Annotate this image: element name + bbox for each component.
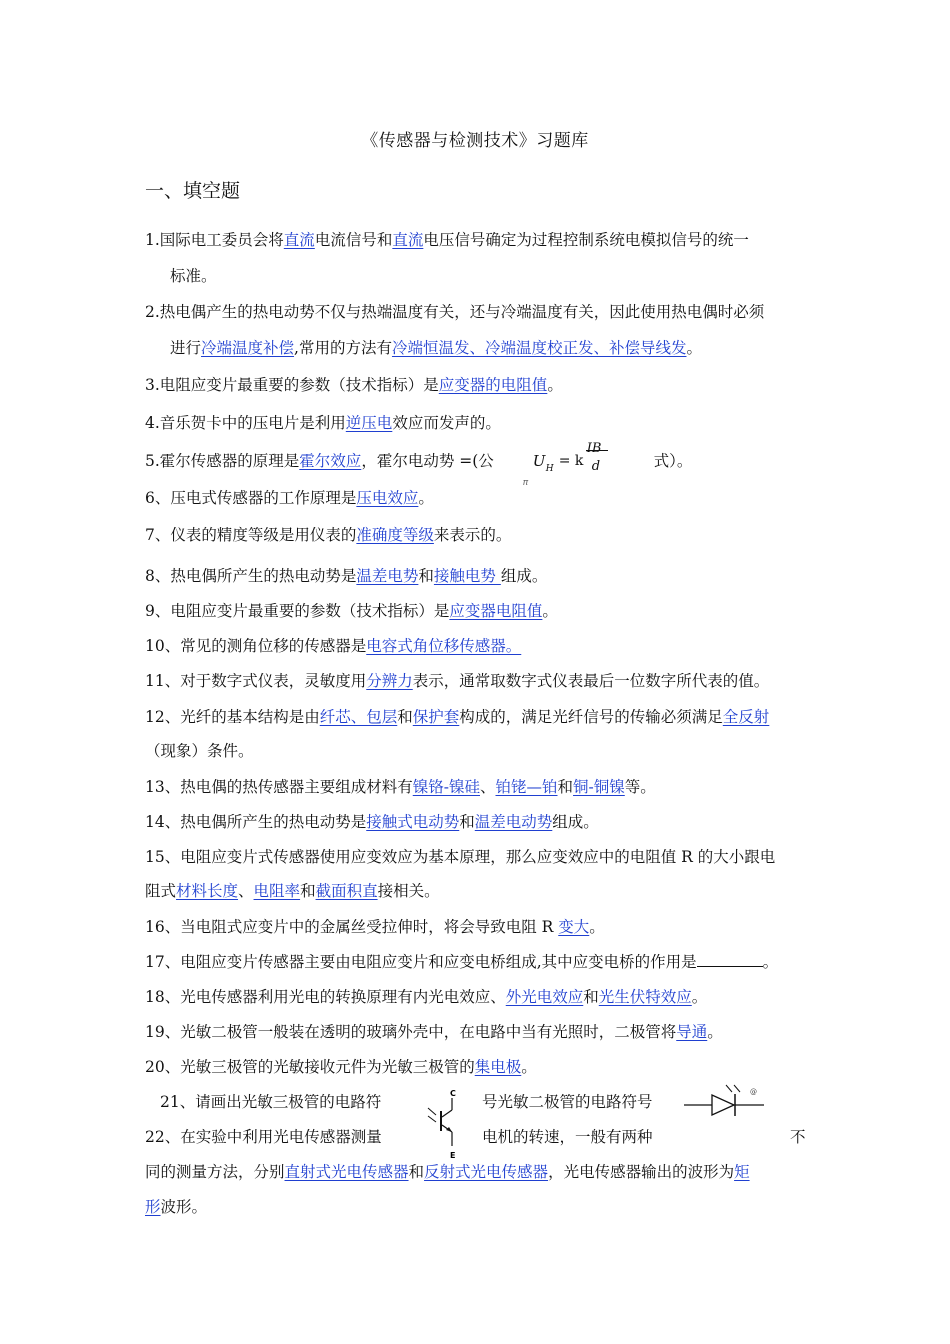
text: 波形。 [160, 1198, 208, 1216]
text: 和 [459, 813, 475, 831]
text: 、 [479, 778, 496, 796]
answer: 直射式光电传感器 [284, 1163, 409, 1181]
text: 同的测量方法，分别 [145, 1163, 285, 1181]
answer: 电容式角位移传感器。 [366, 637, 522, 655]
answer-blank [697, 950, 763, 967]
answer: 集电极 [474, 1058, 522, 1076]
question-1-line-2 [145, 258, 840, 294]
question-22-part-2: 电机的转速，一般有两种 [482, 1128, 653, 1146]
emitter-label: E [450, 1151, 456, 1160]
text: 式）。 [653, 452, 693, 470]
text: ，霍尔电动势 =(公 [361, 452, 494, 470]
document-title: 《传感器与检测技术》习题库 [361, 131, 589, 151]
answer: 导通 [676, 1023, 708, 1041]
text: 10、常见的测角位移的传感器是 [145, 637, 367, 655]
text: 16、当电阻式应变片中的金属丝受拉伸时，将会导致电阻 R [145, 918, 559, 936]
text: 7、仪表的精度等级是用仪表的 [145, 526, 357, 544]
text: 4.音乐贺卡中的压电片是利用 [145, 414, 346, 432]
answer: 接触电势 [433, 567, 501, 585]
text: ,常用的方法有 [294, 339, 392, 357]
answer: 全反射 [722, 708, 770, 726]
answer: 铜-铜镍 [573, 778, 625, 796]
answer: 霍尔效应 [299, 452, 362, 470]
question-9 [145, 593, 815, 629]
text: 5.霍尔传感器的原理是 [145, 452, 300, 470]
question-14 [145, 804, 815, 840]
text: 14、热电偶所产生的热电动势是 [145, 813, 367, 831]
text: 20、光敏三极管的光敏接收元件为光敏三极管的 [145, 1058, 475, 1076]
answer: 冷端温度补偿 [201, 339, 295, 357]
text: 12、光纤的基本结构是由 [145, 708, 320, 726]
answer: 压电效应 [356, 489, 419, 507]
question-1-line-1 [145, 222, 815, 258]
answer: 镍铬-镍硅 [412, 778, 480, 796]
formula-lhs-sub: H [545, 464, 554, 474]
formula-denominator: d [591, 459, 601, 474]
question-5 [145, 441, 815, 488]
text: 。 [707, 1023, 723, 1041]
answer: 光生伏特效应 [598, 988, 692, 1006]
question-18 [145, 979, 815, 1015]
text: 17、电阻应变片传感器主要由电阻应变片和应变电桥组成,其中应变电桥的作用是 [145, 953, 697, 971]
text: 进行 [170, 339, 202, 357]
question-2-line-1 [145, 294, 815, 330]
text: 阻式 [145, 882, 177, 900]
text: 8、热电偶所产生的热电动势是 [145, 567, 357, 585]
text: 18、光电传感器利用光电的转换原理有内光电效应、 [145, 988, 506, 1006]
question-17 [145, 944, 815, 980]
question-10 [145, 628, 815, 664]
text: 来表示的。 [433, 526, 512, 544]
text: 。 [762, 953, 779, 971]
phototransistor-symbol [424, 1084, 474, 1162]
answer: 直流 [283, 231, 315, 249]
question-22-line-2 [145, 1154, 815, 1190]
question-7 [145, 517, 815, 553]
hall-voltage-formula [522, 441, 623, 488]
text: 等。 [624, 778, 656, 796]
formula-mark: π [522, 478, 529, 488]
answer: 变大 [558, 918, 590, 936]
text: 接相关。 [377, 882, 440, 900]
question-22-part-1: 22、在实验中利用光电传感器测量 [145, 1128, 382, 1146]
question-20 [145, 1049, 815, 1085]
formula-equals: = k [558, 453, 584, 469]
answer: 应变器的电阻值 [438, 376, 548, 394]
question-11 [145, 663, 815, 699]
text: 构成的，满足光纤信号的传输必须满足 [459, 708, 723, 726]
answer: 冷端恒温发、冷端温度校正发、补偿导线发 [391, 339, 687, 357]
collector-label: C [450, 1089, 456, 1098]
question-15-line-1 [145, 839, 815, 875]
formula-numerator: IB [586, 441, 602, 456]
question-21-part-2: 号光敏二极管的电路符号 [482, 1093, 653, 1111]
diode-mark: @ [750, 1088, 757, 1096]
question-22-part-3: 不 [790, 1128, 806, 1146]
answer: 纤芯、包层 [319, 708, 398, 726]
question-15-line-2 [145, 873, 815, 909]
answer: 外光电效应 [505, 988, 584, 1006]
text: 2.热电偶产生的热电动势不仅与热端温度有关，还与冷端温度有关，因此使用热电偶时必须 [145, 303, 765, 321]
text: 13、热电偶的热传感器主要组成材料有 [145, 778, 413, 796]
text: （现象）条件。 [145, 742, 254, 760]
text: 。 [521, 1058, 537, 1076]
question-12-line-1 [145, 699, 815, 735]
answer: 电阻率 [253, 882, 301, 900]
question-8 [145, 558, 815, 594]
answer: 截面积直 [315, 882, 378, 900]
text: 、 [238, 882, 254, 900]
formula-lhs: U [532, 452, 546, 470]
text: 和 [408, 1163, 425, 1181]
answer: 温差电动势 [474, 813, 553, 831]
text: 和 [397, 708, 413, 726]
answer: 形 [145, 1198, 161, 1216]
text: 表示，通常取数字式仪表最后一位数字所代表的值。 [412, 672, 770, 690]
text: 标准。 [170, 267, 217, 285]
answer: 反射式光电传感器 [424, 1163, 549, 1181]
question-4 [145, 405, 815, 441]
photodiode-symbol [684, 1082, 794, 1122]
answer: 矩 [734, 1163, 750, 1181]
question-22-line-3 [145, 1189, 815, 1225]
text: 电压信号确定为过程控制系统电模拟信号的统一 [423, 231, 749, 249]
text: 。 [686, 339, 702, 357]
text: 组成。 [552, 813, 599, 831]
text: 11、对于数字式仪表，灵敏度用 [145, 672, 367, 690]
question-21-part-1: 21、请画出光敏三极管的电路符 [160, 1093, 382, 1111]
text: 组成。 [500, 567, 548, 585]
question-6 [145, 480, 815, 516]
text: 效应而发声的。 [392, 414, 501, 432]
answer: 接触式电动势 [366, 813, 460, 831]
question-13 [145, 769, 815, 805]
answer: 保护套 [412, 708, 460, 726]
answer: 应变器电阻值 [449, 602, 543, 620]
text: 。 [589, 918, 605, 936]
text: ，光电传感器输出的波形为 [548, 1163, 735, 1181]
question-19 [145, 1014, 815, 1050]
question-2-line-2 [145, 330, 840, 366]
answer: 分辨力 [366, 672, 413, 690]
question-16 [145, 909, 815, 945]
text: 和 [300, 882, 316, 900]
text: 电流信号和 [314, 231, 393, 249]
text: 。 [418, 489, 434, 507]
text: 3.电阻应变片最重要的参数（技术指标）是 [145, 376, 439, 394]
text: 和 [418, 567, 434, 585]
answer: 直流 [392, 231, 424, 249]
section-heading: 一、填空题 [145, 180, 241, 202]
answer: 温差电势 [356, 567, 419, 585]
answer: 铂铑—铂 [495, 778, 558, 796]
text: 和 [557, 778, 574, 796]
text: 6、压电式传感器的工作原理是 [145, 489, 357, 507]
question-3 [145, 367, 815, 403]
text: 。 [547, 376, 563, 394]
answer: 逆压电 [345, 414, 393, 432]
text: 15、电阻应变片式传感器使用应变效应为基本原理，那么应变效应中的电阻值 R 的大小跟电 [145, 848, 776, 866]
text: 19、光敏二极管一般装在透明的玻璃外壳中，在电路中当有光照时，二极管将 [145, 1023, 677, 1041]
text: 和 [583, 988, 599, 1006]
text: 。 [691, 988, 708, 1006]
answer: 准确度等级 [356, 526, 434, 544]
text: 1.国际电工委员会将 [145, 231, 284, 249]
text: 。 [542, 602, 558, 620]
question-12-line-2 [145, 733, 815, 769]
text: 9、电阻应变片最重要的参数（技术指标）是 [145, 602, 450, 620]
answer: 材料长度 [176, 882, 239, 900]
